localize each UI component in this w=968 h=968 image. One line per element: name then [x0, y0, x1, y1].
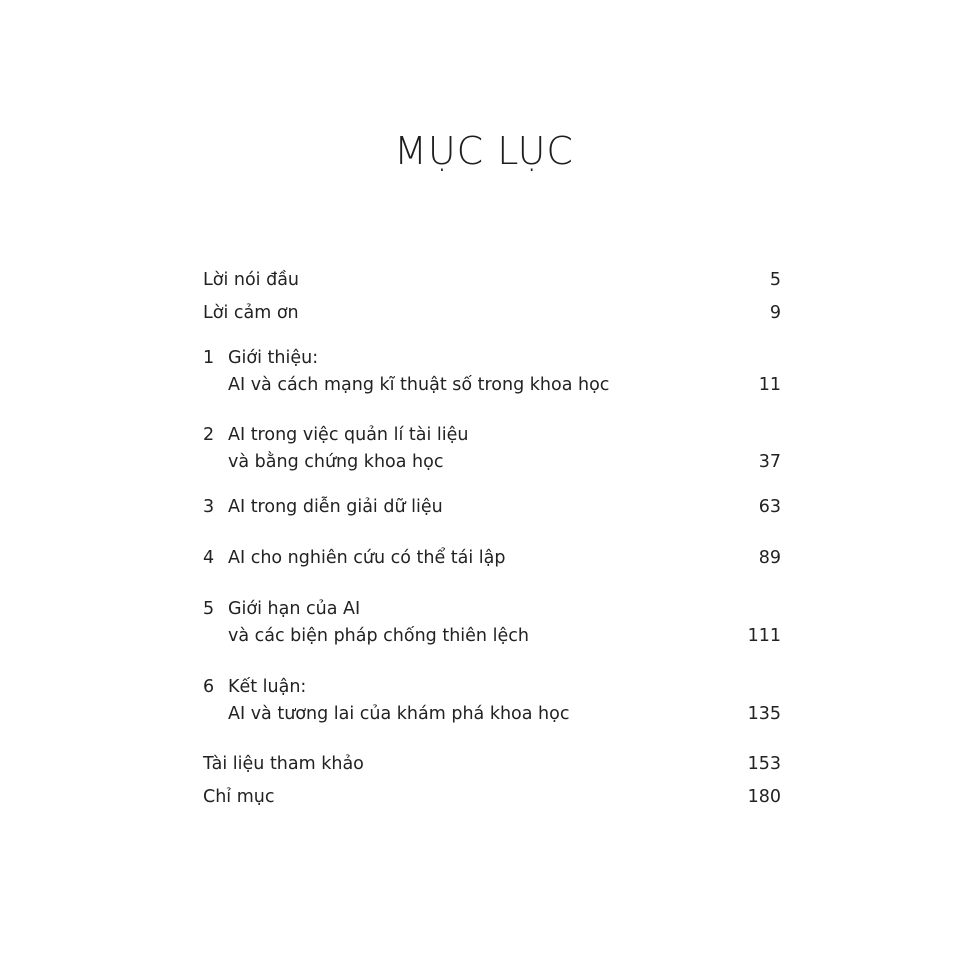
toc-page-number: 89 — [758, 548, 781, 568]
toc-entry-subtitle: và các biện pháp chống thiên lệch — [228, 626, 529, 646]
toc-entry-subtitle: AI và tương lai của khám phá khoa học — [228, 704, 570, 724]
toc-entry-title: AI cho nghiên cứu có thể tái lập — [228, 548, 506, 568]
chapter-number: 5 — [203, 599, 215, 619]
toc-entry-title: Chỉ mục — [203, 787, 275, 807]
toc-entry-title: Lời nói đầu — [203, 270, 300, 290]
toc-page-number: 5 — [769, 270, 781, 290]
toc-entry-subtitle: và bằng chứng khoa học — [228, 452, 444, 472]
toc-page-number: 37 — [758, 452, 781, 472]
toc-entry-title: Kết luận: — [228, 677, 307, 697]
toc-entry-title: AI trong việc quản lí tài liệu — [228, 425, 469, 445]
chapter-number: 3 — [203, 497, 215, 517]
toc-entry-title: Tài liệu tham khảo — [203, 754, 364, 774]
toc-page-number: 180 — [747, 787, 781, 807]
toc-page-number: 153 — [747, 754, 781, 774]
toc-page-number: 63 — [758, 497, 781, 517]
chapter-number: 4 — [203, 548, 215, 568]
toc-entry-title: Lời cảm ơn — [203, 303, 299, 323]
toc-entry-subtitle: AI và cách mạng kĩ thuật số trong khoa học — [228, 375, 610, 395]
toc-entry-title: Giới thiệu: — [228, 348, 319, 368]
toc-page-number: 11 — [758, 375, 781, 395]
page-title: MỤC LỤC — [394, 129, 574, 174]
toc-entry-title: Giới hạn của AI — [228, 599, 361, 619]
toc-entry-title: AI trong diễn giải dữ liệu — [228, 497, 443, 517]
chapter-number: 6 — [203, 677, 215, 697]
toc-page-number: 135 — [747, 704, 781, 724]
chapter-number: 2 — [203, 425, 215, 445]
toc-page-number: 9 — [769, 303, 781, 323]
toc-page-number: 111 — [747, 626, 781, 646]
chapter-number: 1 — [203, 348, 215, 368]
